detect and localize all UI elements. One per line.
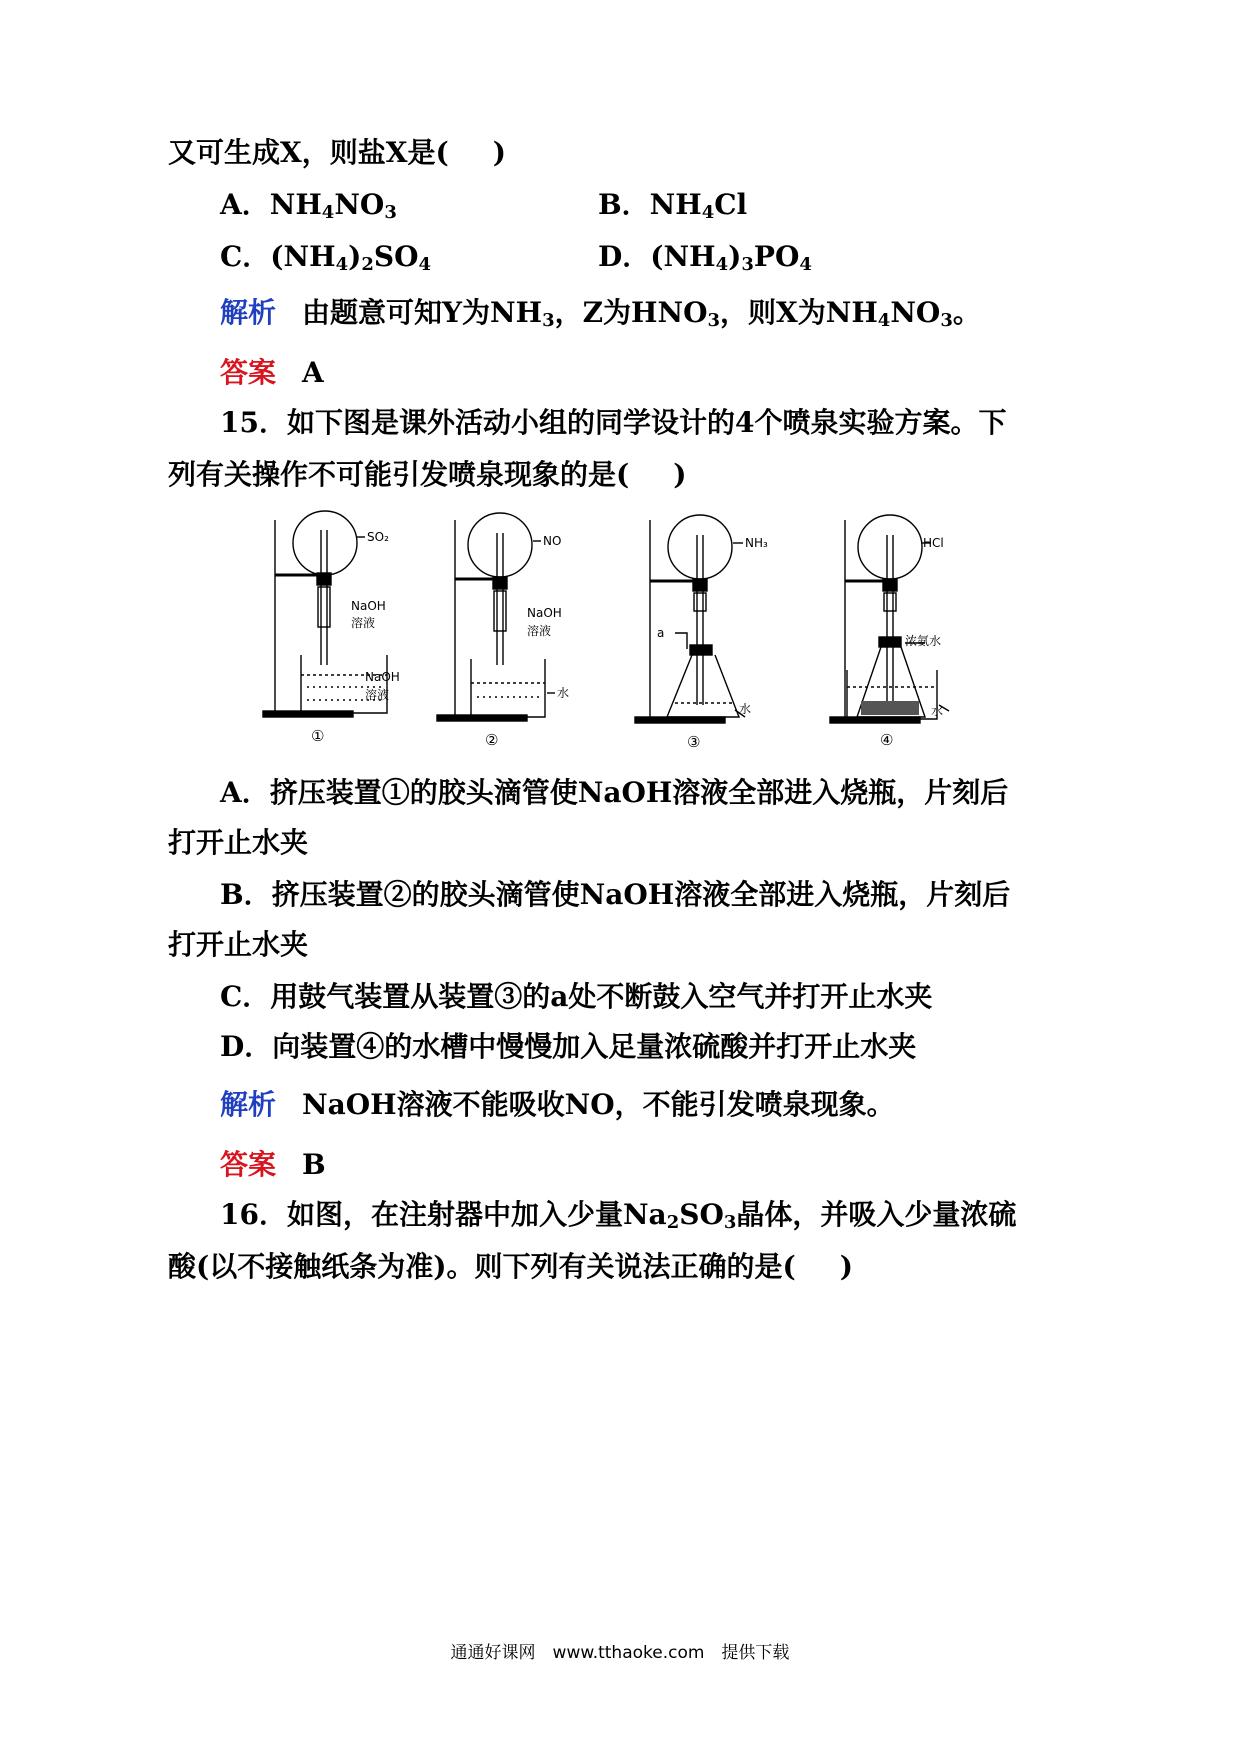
answer-label: 答案 (220, 356, 277, 389)
solution-label-1b: 溶液 (365, 688, 390, 702)
setup-3 (635, 515, 745, 723)
q15-answer: 答案 B (220, 1148, 326, 1181)
gas-label-4: HCl (923, 536, 944, 550)
q14-answer: 答案 A (220, 356, 324, 389)
q14-analysis: 解析 由题意可知Y为$NH_3$，Z为$HNO_3$，则X为$NH_4NO_3$。 (220, 296, 981, 331)
solution-label-2: 溶液 (527, 624, 552, 638)
q15-option-a-line1: A．挤压装置①的胶头滴管使NaOH溶液全部进入烧瓶，片刻后 (220, 776, 1009, 809)
q16-stem-line1: 16．如图，在注射器中加入少量$Na_2SO_3$晶体，并吸入少量浓硫 (220, 1198, 1017, 1233)
water-label-2: 水 (557, 686, 570, 700)
naoh-label-2: NaOH (527, 606, 562, 620)
q14-option-c: C．$(NH_4)_2SO_4$ (220, 240, 432, 275)
setup-number-2: ② (485, 731, 499, 749)
water-label-3: 水 (739, 702, 752, 716)
gas-label-2: NO (543, 534, 562, 548)
q15-option-c: C．用鼓气装置从装置③的a处不断鼓入空气并打开止水夹 (220, 980, 933, 1013)
q14-stem-tail: 又可生成X，则盐X是( ) (168, 136, 506, 169)
setup-number-3: ③ (687, 733, 701, 751)
q15-option-a-line2: 打开止水夹 (168, 826, 309, 859)
analysis-label: 解析 (220, 296, 277, 329)
q15-stem-line1: 15．如下图是课外活动小组的同学设计的4个喷泉实验方案。下 (220, 406, 1007, 439)
gas-label-1: SO₂ (367, 530, 389, 544)
fountain-experiment-figure (255, 505, 975, 760)
q16-stem-line2: 酸(以不接触纸条为准)。则下列有关说法正确的是( ) (168, 1250, 853, 1283)
q15-stem-line2: 列有关操作不可能引发喷泉现象的是( ) (168, 458, 687, 491)
q14-option-a: A．$NH_4NO_3$ (220, 188, 397, 223)
analysis-label: 解析 (220, 1088, 277, 1121)
conc-ammonia-label: 浓氨水 (905, 634, 942, 648)
water-label-4: 水 (931, 704, 944, 718)
gas-label-3: NH₃ (745, 536, 768, 550)
q15-option-b-line2: 打开止水夹 (168, 928, 309, 961)
q14-option-d: D．$(NH_4)_3PO_4$ (598, 240, 812, 275)
q15-option-b-line1: B．挤压装置②的胶头滴管使NaOH溶液全部进入烧瓶，片刻后 (220, 878, 1011, 911)
q15-analysis: 解析 NaOH溶液不能吸收NO，不能引发喷泉现象。 (220, 1088, 895, 1121)
a-label: a (657, 626, 665, 640)
naoh-label-1a: NaOH (351, 599, 386, 613)
naoh-label-1b: NaOH (365, 670, 400, 684)
solution-label-1a: 溶液 (351, 616, 376, 630)
answer-label: 答案 (220, 1148, 277, 1181)
q14-option-b: B．$NH_4Cl$ (598, 188, 748, 223)
page-footer: 通通好课网 www.tthaoke.com 提供下载 (450, 1643, 790, 1663)
setup-number-1: ① (311, 727, 325, 745)
q15-option-d: D．向装置④的水槽中慢慢加入足量浓硫酸并打开止水夹 (220, 1030, 917, 1063)
setup-number-4: ④ (880, 731, 894, 749)
